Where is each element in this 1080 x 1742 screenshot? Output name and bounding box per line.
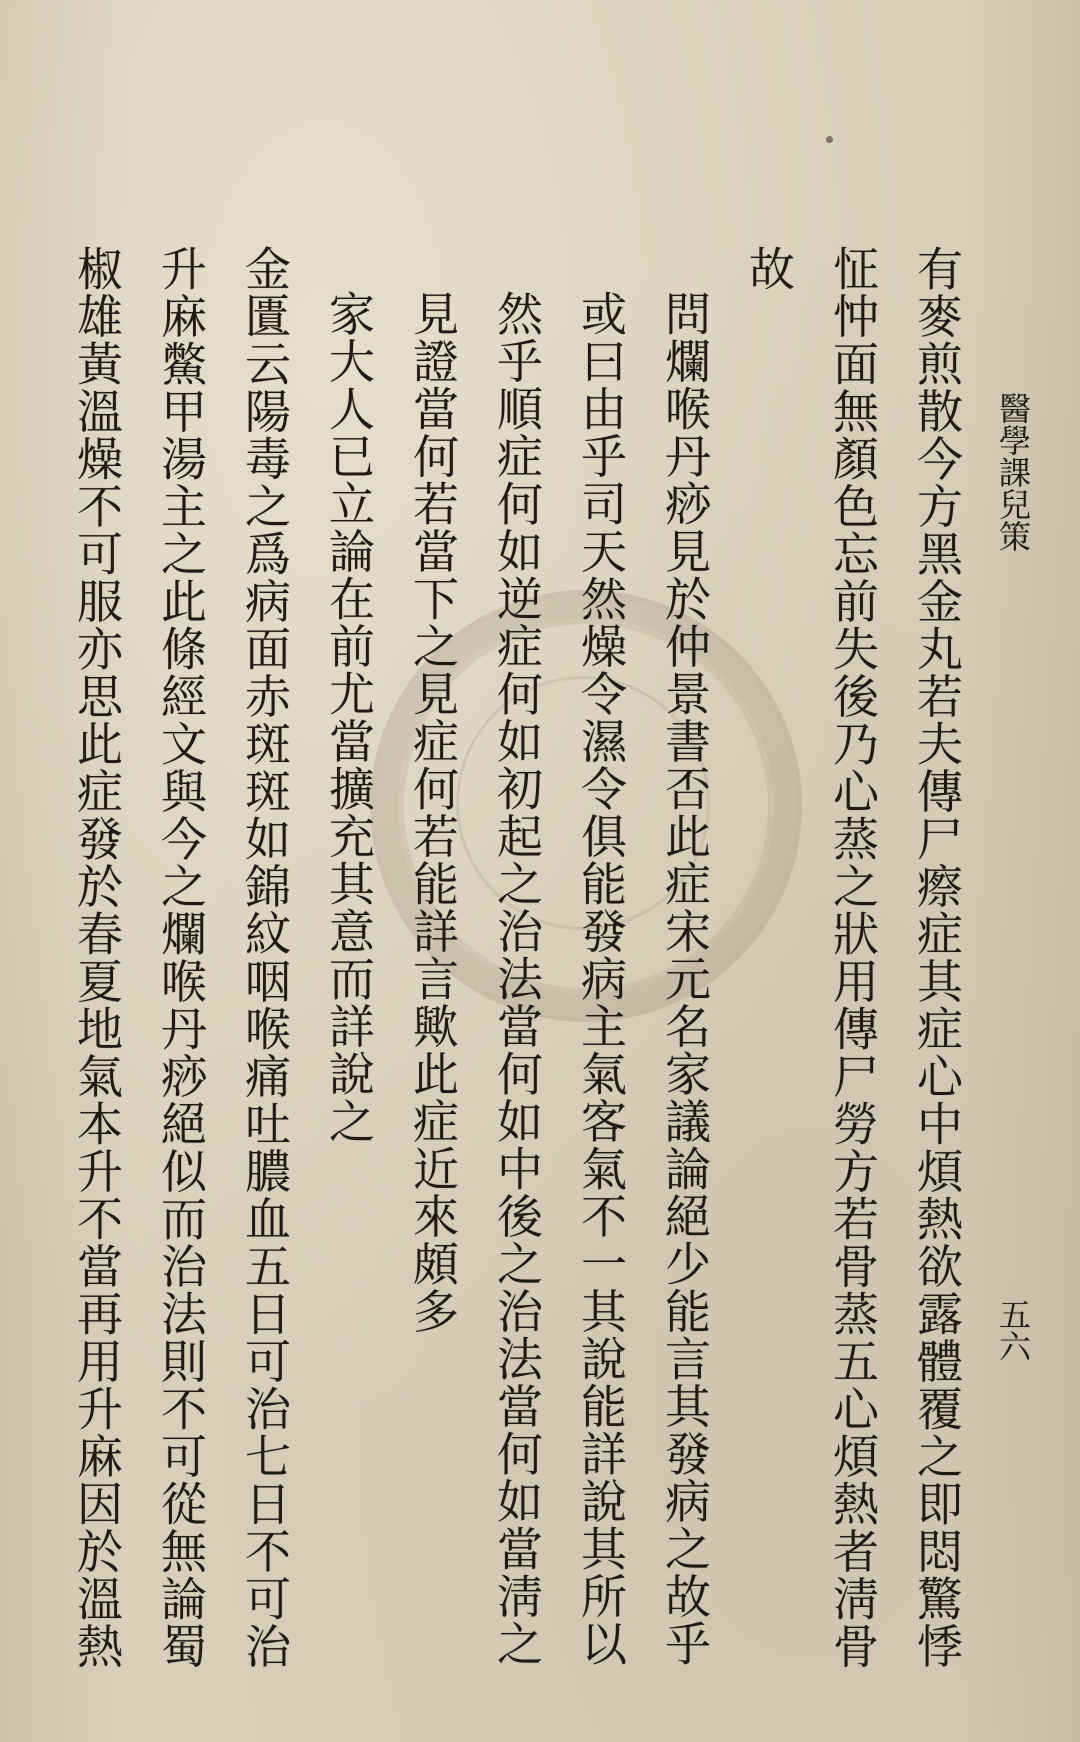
- text-column-3: 故: [742, 245, 796, 293]
- text-column-7: 見證當何若當下之見症何若能詳言歟此症近來頗多: [406, 290, 460, 1335]
- text-column-6: 然乎順症何如逆症何如初起之治法當何如中後之治法當何如當淸之: [490, 290, 544, 1668]
- paper-speck: [826, 136, 833, 143]
- text-column-8: 家大人已立論在前尤當擴充其意而詳說之: [322, 290, 376, 1145]
- text-column-4: 問爛喉丹痧見於仲景書否此症宋元名家議論絕少能言其發病之故乎: [658, 290, 712, 1668]
- page-number: 五六: [994, 1298, 1032, 1362]
- text-column-9: 金匱云陽毒之爲病面赤斑斑如錦紋咽喉痛吐膿血五日可治七日不可治: [238, 245, 292, 1670]
- text-column-10: 升麻鱉甲湯主之此條經文與今之爛喉丹痧絕似而治法則不可從無論蜀: [154, 245, 208, 1670]
- text-column-1: 有麥煎散今方黑金丸若夫傳尸瘵症其症心中煩熱欲露體覆之即悶驚悸: [910, 245, 964, 1670]
- running-head-title: 醫學課兒策: [994, 392, 1032, 552]
- text-column-5: 或曰由乎司天然燥令濕令俱能發病主氣客氣不一其說能詳說其所以: [574, 290, 628, 1668]
- text-column-11: 椒雄黃溫燥不可服亦思此症發於春夏地氣本升不當再用升麻因於溫熱: [70, 245, 124, 1670]
- text-column-2: 怔忡面無顏色忘前失後乃心蒸之狀用傳尸勞方若骨蒸五心煩熱者淸骨: [826, 245, 880, 1670]
